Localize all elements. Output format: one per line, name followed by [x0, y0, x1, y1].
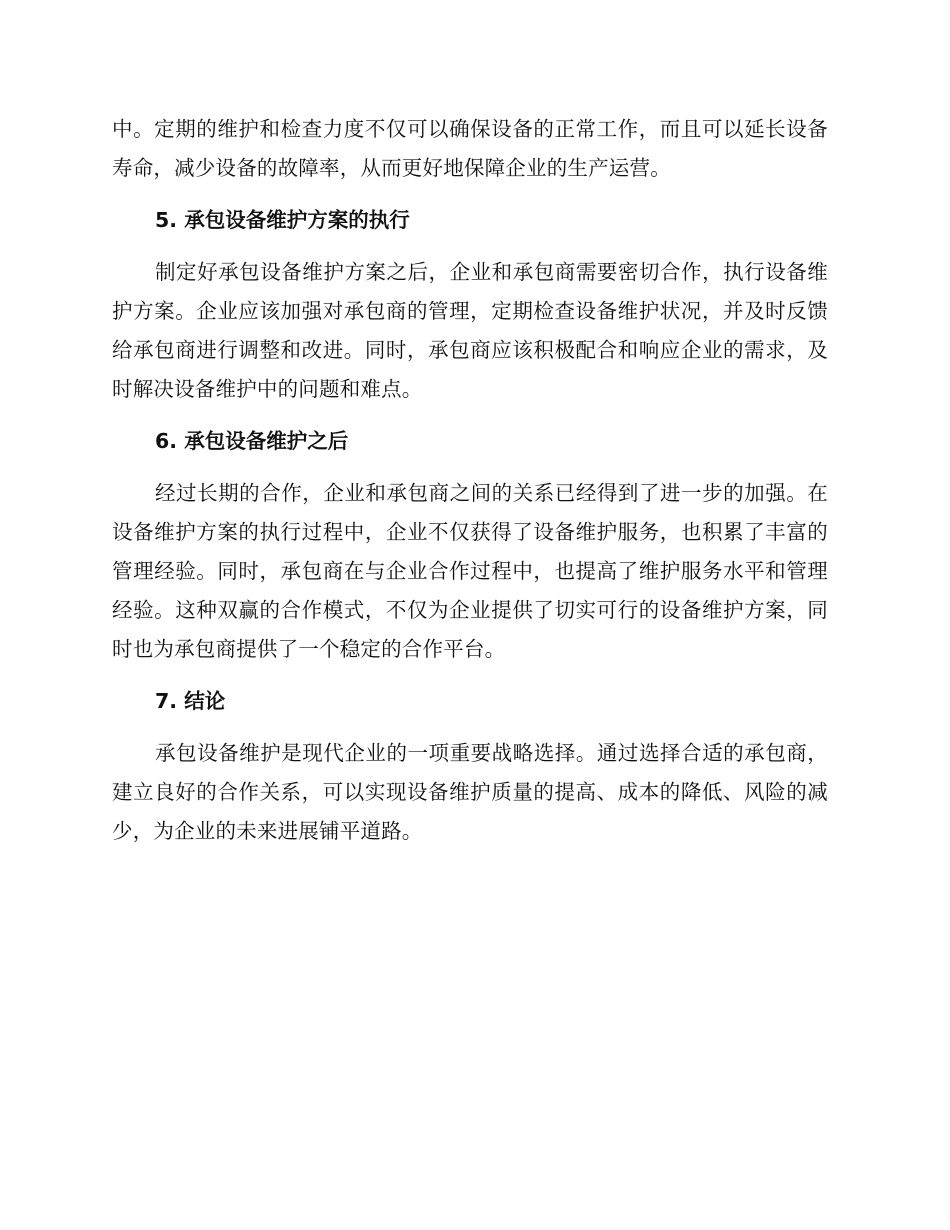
- section-6-heading: 6. 承包设备维护之后: [155, 429, 349, 453]
- section-5-heading: 5. 承包设备维护方案的执行: [155, 208, 410, 232]
- section-7-body: 承包设备维护是现代企业的一项重要战略选择。通过选择合适的承包商，建立良好的合作关系，可以实现设备维护质量的提高、成本的降低、风险的减少，为企业的未来进展铺平道路。: [112, 741, 828, 843]
- paragraph-continued: 中。定期的维护和检查力度不仅可以确保设备的正常工作，而且可以延长设备寿命，减少设备的故障率，从而更好地保障企业的生产运营。: [112, 117, 828, 180]
- document-body: [112, 110, 828, 851]
- section-7-heading: 7. 结论: [155, 689, 226, 713]
- section-6-body: 经过长期的合作，企业和承包商之间的关系已经得到了进一步的加强。在设备维护方案的执行过程中，企业不仅获得了设备维护服务，也积累了丰富的管理经验。同时，承包商在与企业合作过程中，也提高了维护服务水平和管理经验。这种双赢的合作模式，不仅为企业提供了切实可行的设备维护方案，同时也为承包商提供了一个稳定的合作平台。: [112, 481, 828, 661]
- section-5-body: 制定好承包设备维护方案之后，企业和承包商需要密切合作，执行设备维护方案。企业应该加强对承包商的管理，定期检查设备维护状况，并及时反馈给承包商进行调整和改进。同时，承包商应该积极配合和响应企业的需求，及时解决设备维护中的问题和难点。: [112, 260, 828, 401]
